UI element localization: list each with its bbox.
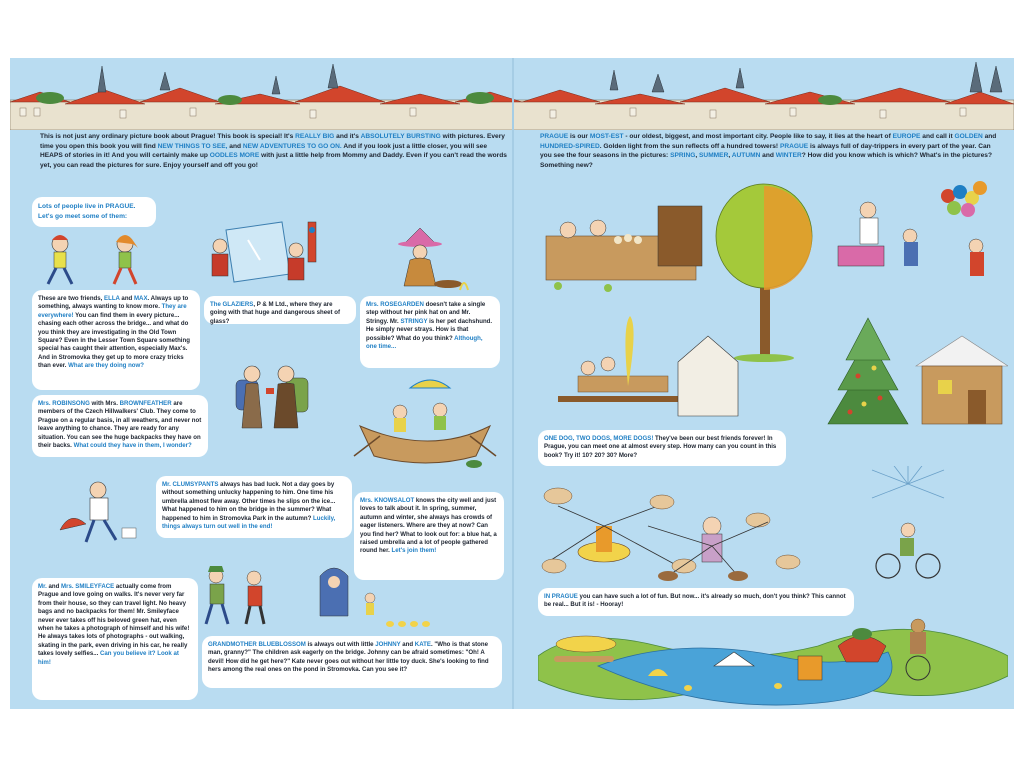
grandmother-bubble [202,636,502,688]
clumsypants-bubble [156,476,352,538]
mrs-rosegarden-illustration [382,226,472,296]
glaziers-text: The GLAZIERS, P & M Ltd., where they are going with that huge and dangerous sheet of glass? [210,301,340,325]
smileyface-text: Mr. and Mrs. SMILEYFACE actually come from Prague and love going on walks. It's never very far from their house, so they can travel light. No heavy bags and no backpacks for them! Mr. Smileyface never ever takes off his beloved green hat, even when he takes a photograph of himself and his wife! He always takes lots of photographs - out walking, skating in the park, even driving in his car, he really takes lovely selfies... Can you believe it? Look at him! [38,583,190,666]
glaziers-bubble [204,296,356,324]
four-seasons-illustration [538,176,1008,446]
mr-clumsypants-illustration [50,468,150,558]
book-gutter [512,58,514,709]
glaziers-illustration [198,216,318,296]
ella-max-bubble [32,290,200,390]
people-heading-line2: Let's go meet some of them: [38,212,128,220]
fun-bubble [538,588,854,616]
people-heading-bubble [32,197,156,227]
hillwalkers-text: Mrs. ROBINSONG with Mrs. BROWNFEATHER are members of the Czech Hillwalkers' Club. They come to Prague on a regular basis, in all weathers, and never not leave anything to chance. They are ready for any situation. You can see the huge backpacks they have on their backs. What could they have in them, I wonder? [38,400,202,450]
hillwalkers-illustration [216,344,326,440]
grandmother-text: GRANDMOTHER BLUEBLOSSOM is always out with little JOHNNY and KATE. "Who is that stone man, granny?" The children ask eagerly on the bridge. Johnny can be afraid sometimes: "Oh! A devil! How did he get here?" Kate never goes out without her little toy duck. She's looking to find hers among the real ones on the pond in Stromovka. Can you see it? [208,641,489,674]
intro-paragraph-left: This is not just any ordinary picture book about Prague! This book is special! It's REALLY BIG and it's ABSOLUTELY BURSTING with pictures. Every time you open this book you will find NEW THINGS TO SEE, and NEW ADVENTURES TO GO ON. And if you look just a little closer, you will see HEAPS of stories in it! And you will certainly make up OODLES MORE with just a little help from Mommy and Daddy. Even if you can't read the words yet, you can read the pictures for sure. Enjoy yourself and off you go! [40,133,507,169]
ella-max-illustration [30,230,160,290]
people-heading-line1: Lots of people live in PRAGUE. [38,203,136,210]
knowsalot-text: Mrs. KNOWSALOT knows the city well and just loves to talk about it. In spring, summer, autumn and winter, she always has crowds of eager listeners. Where are they at now? Can you find her? What to look out for: a blue hat, a raised umbrella and a lot of people gathered round her. Let's join them! [360,497,497,555]
pond-island-illustration [538,616,1008,706]
hillwalkers-bubble [32,395,208,457]
smileyface-couple-illustration [190,558,440,634]
ella-max-text: These are two friends, ELLA and MAX. Always up to something, always wanting to know more. They are everywhere! You can find them in every picture... chasing each other across the bridge... and what do you think they are investigating in the Old Town Square? Even in the Lesser Town Square something special has caught their attention, especially Max's. And in Stromovka they get up to more crazy tricks than ever. What are they doing now? [38,295,190,370]
rosegarden-text: Mrs. ROSEGARDEN doesn't take a single step without her pink hat on and Mr. Stringy. Mr. STRINGY is her pet dachshund. He simply never strays. How is that possible? What do you think? Although, one time... [366,301,493,351]
dogs-carousel-illustration [538,466,1008,586]
fun-text: IN PRAGUE you can have such a lot of fun. But now... it's already so much, don't you think? This cannot be real... But it is! - Hooray! [544,593,846,609]
rosegarden-bubble [360,296,500,368]
smileyface-bubble [32,578,198,700]
dogs-text: ONE DOG, TWO DOGS, MORE DOGS! They've been our best friends forever! In Prague, you can meet one at almost every step. How many can you count in this book? Try it! 10? 20? 30? More? [544,435,777,459]
dogs-bubble [538,430,786,466]
intro-paragraph-right: PRAGUE is our MOST-EST - our oldest, biggest, and most important city. People like to say, it lies at the heart of EUROPE and call it GOLDEN and HUNDRED-SPIRED. Golden light from the sun reflects off a hundred towers! PRAGUE is always full of day-trippers in every part of the year. Can you see the four seasons in the pictures: SPRING, SUMMER, AUTUMN and WINTER? How did you know which is which? What's in the pictures? Something new? [540,133,997,169]
clumsypants-text: Mr. CLUMSYPANTS always has bad luck. Not a day goes by without something unlucky happening to him. One time his umbrella almost flew away. Other times he slips on the ice... What happened to him on the bridge in the summer? What happened to him in Stromovka Park in the autumn? Luckily, things always turn out well in the end! [162,481,336,531]
rowing-boat-illustration [350,376,500,476]
